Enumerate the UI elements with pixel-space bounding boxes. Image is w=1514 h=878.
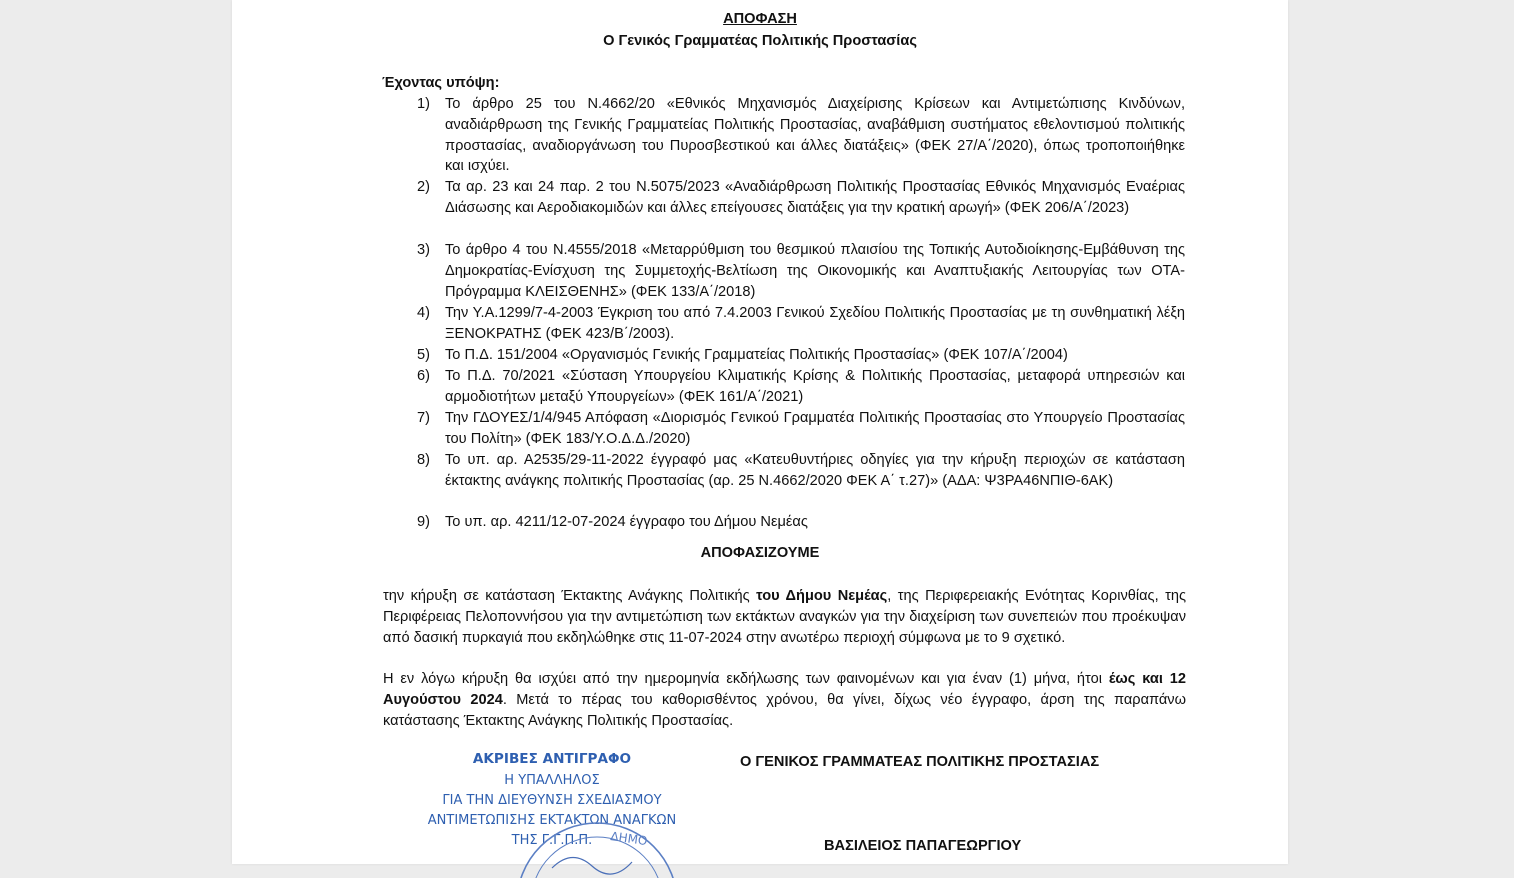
considering-label: Έχοντας υπόψη: [382, 75, 500, 91]
stamp-line: ΓΙΑ ΤΗΝ ΔΙΕΥΘΥΝΣΗ ΣΧΕΔΙΑΣΜΟΥ [442, 793, 662, 808]
list-item-number: 4) [417, 305, 430, 321]
list-item-number: 6) [417, 368, 430, 384]
list-item-number: 8) [417, 452, 430, 468]
list-item: Την ΓΔΟΥΕΣ/1/4/945 Απόφαση «Διορισμός Γενικού Γραμματέα Πολιτικής Προστασίας στο Υπουργείο Προστασίας του Πολίτη» (ΦΕΚ 183/Υ.Ο.Δ.Δ./2020) [445, 410, 1185, 447]
signer-name: ΒΑΣΙΛΕΙΟΣ ΠΑΠΑΓΕΩΡΓΙΟΥ [824, 838, 1022, 854]
stamp-line: Η ΥΠΑΛΛΗΛΟΣ [504, 773, 600, 788]
list-item: Το Π.Δ. 151/2004 «Οργανισμός Γενικής Γραμματείας Πολιτικής Προστασίας» (ΦΕΚ 107/Α΄/2004) [445, 347, 1068, 363]
stamp-heading: ΑΚΡΙΒΕΣ ΑΝΤΙΓΡΑΦΟ [472, 751, 632, 767]
list-item: Το υπ. αρ. 4211/12-07-2024 έγγραφο του Δήμου Νεμέας [445, 514, 808, 530]
decision-heading: ΑΠΟΦΑΣΙΖΟΥΜΕ [700, 545, 820, 561]
list-item-number: 5) [417, 347, 430, 363]
stamp-line: ΤΗΣ Γ.Γ.Π.Π. [511, 833, 593, 848]
document-page [232, 0, 1288, 864]
list-item: Το υπ. αρ. Α2535/29-11-2022 έγγραφό μας «Κατευθυντήριες οδηγίες για την κήρυξη περιοχών σε κατάσταση έκτακτης ανάγκης πολιτικής Προστασίας (αρ. 25 Ν.4662/2020 ΦΕΚ Α΄ τ.27)» (ΑΔΑ: Ψ3ΡΑ46ΝΠΙΘ-6ΑΚ) [445, 452, 1185, 489]
list-item: Το άρθρο 4 του Ν.4555/2018 «Μεταρρύθμιση του θεσμικού πλαισίου της Τοπικής Αυτοδιοίκησης-Εμβάθυνση της Δημοκρατίας-Ενίσχυση της Συμμετοχής-Βελτίωση της Οικονομικής και Αναπτυξιακής Λειτουργίας των ΟΤΑ-Πρόγραμμα ΚΛΕΙΣΘΕΝΗΣ» (ΦΕΚ 133/Α΄/2018) [445, 242, 1185, 300]
list-item-number: 7) [417, 410, 430, 426]
signer-title: Ο ΓΕΝΙΚΟΣ ΓΡΑΜΜΑΤΕΑΣ ΠΟΛΙΤΙΚΗΣ ΠΡΟΣΤΑΣΙΑΣ [740, 754, 1100, 770]
list-item: Το Π.Δ. 70/2021 «Σύσταση Υπουργείου Κλιματικής Κρίσης & Πολιτικής Προστασίας, μεταφορά υπηρεσιών και αρμοδιοτήτων μεταξύ Υπουργείων» (ΦΕΚ 161/Α΄/2021) [445, 368, 1185, 405]
decision-paragraph-1: την κήρυξη σε κατάσταση Έκτακτης Ανάγκης Πολιτικής του Δήμου Νεμέας, της Περιφερειακής Ενότητας Κορινθίας, της Περιφέρειας Πελοποννήσου για την αντιμετώπιση των εκτάκτων αναγκών για την διαχείριση των συνεπειών που προέκυψαν από δασική πυρκαγιά που εκδηλώθηκε στις 11-07-2024 στην ανωτέρω περιοχή σύμφωνα με το 9 σχετικό. [383, 588, 1186, 646]
list-item: Το άρθρο 25 του Ν.4662/20 «Εθνικός Μηχανισμός Διαχείρισης Κρίσεων και Αντιμετώπισης Κινδύνων, αναδιάρθρωση της Γενικής Γραμματείας Πολιτικής Προστασίας, αναβάθμιση συστήματος εθελοντισμού πολιτικής προστασίας, αναδιοργάνωση του Πυροσβεστικού και άλλες διατάξεις» (ΦΕΚ 27/Α΄/2020), όπως τροποποιήθηκε και ισχύει. [445, 96, 1185, 175]
decision-paragraph-2: Η εν λόγω κήρυξη θα ισχύει από την ημερομηνία εκδήλωσης των φαινομένων και για έναν (1) μήνα, ήτοι έως και 12 Αυγούστου 2024. Μετά το πέρας του καθορισθέντος χρόνου, θα γίνει, δίχως νέο έγγραφο, άρση της παραπάνω κατάστασης Έκτακτης Ανάγκης Πολιτικής Προστασίας. [383, 671, 1186, 729]
official-seal-icon [512, 818, 682, 878]
decision-title: ΑΠΟΦΑΣΗ [723, 11, 797, 27]
svg-text:ΔΗΜΟ: ΔΗΜΟ [609, 829, 649, 849]
list-item: Τα αρ. 23 και 24 παρ. 2 του Ν.5075/2023 «Αναδιάρθρωση Πολιτικής Προστασίας Εθνικός Μηχανισμός Εναέριας Διάσωσης και Αεροδιακομιδών και άλλες επείγουσες διατάξεις για την κρατική αρωγή» (ΦΕΚ 206/Α΄/2023) [445, 179, 1185, 216]
list-item-number: 9) [417, 514, 430, 530]
list-item-number: 3) [417, 242, 430, 258]
list-item: Την Υ.Α.1299/7-4-2003 Έγκριση του από 7.4.2003 Γενικού Σχεδίου Πολιτικής Προστασίας με τη συνθηματική λέξη ΞΕΝΟΚΡΑΤΗΣ (ΦΕΚ 423/Β΄/2003). [445, 305, 1185, 342]
list-item-number: 1) [417, 96, 430, 112]
list-item-number: 2) [417, 179, 430, 195]
stamp-line: ΑΝΤΙΜΕΤΩΠΙΣΗΣ ΕΚΤΑΚΤΩΝ ΑΝΑΓΚΩΝ [427, 813, 677, 828]
decision-subtitle: Ο Γενικός Γραμματέας Πολιτικής Προστασίας [603, 33, 917, 49]
